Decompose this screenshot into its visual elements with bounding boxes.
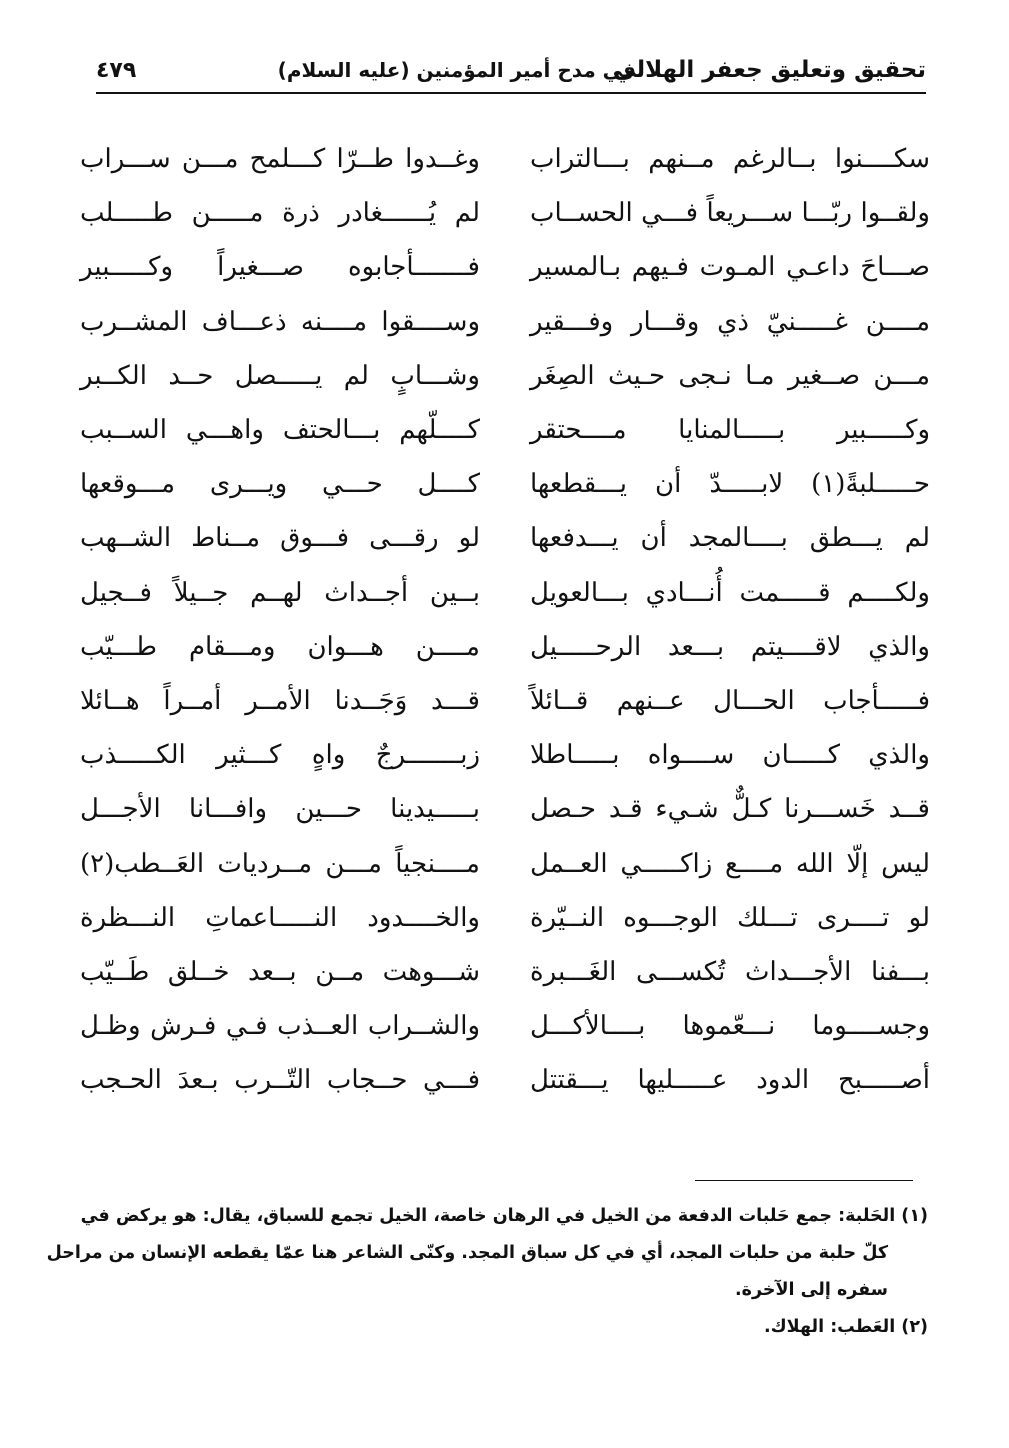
verse-first-hemistich: ليس إلّا الله مــــع زاكـــــي العــمل xyxy=(530,848,930,879)
verse-row xyxy=(80,945,930,999)
verse-row xyxy=(80,240,930,294)
verse-first-hemistich: بـــفنا الأجـــداث تُكســـى الغَـــبرة xyxy=(530,956,930,987)
verse-second-hemistich: فـــــــأجابوه صـــغيراً وكـــــبير xyxy=(80,252,480,283)
verse-first-hemistich: مـــن صــغير مـا نـجى حـيث الصِغَر xyxy=(530,360,930,391)
verse-second-hemistich: قـــد وَجَــدنا الأمــر أمــراً هــائلا xyxy=(80,685,480,716)
footnote-1-line-3: سفره إلى الآخرة. xyxy=(735,1280,888,1300)
verse-first-hemistich: وكـــــبير بـــــالمنايا مــــحتقر xyxy=(530,415,930,446)
verse-second-hemistich: زبـــــــرجٌ واهٍ كـــثير الكـــــذب xyxy=(80,740,480,771)
running-header xyxy=(96,48,926,94)
verse-row xyxy=(80,403,930,457)
footnote-1-line-1: (١) الحَلبة: جمع حَلبات الدفعة من الخيل في الرهان خاصة، الخيل تجمع للسباق، يقال: هو يركض في xyxy=(80,1206,928,1226)
verse-first-hemistich: سكــــنوا بــالرغم مــنهم بـــالتراب xyxy=(530,144,930,175)
verse-second-hemistich: لم يُــــــغادر ذرة مـــــن طـــــلب xyxy=(80,198,480,229)
footnote-1-line-2: كلّ حلبة من حلبات المجد، أي في كل سباق المجد. وكنّى الشاعر هنا عمّا يقطعه الإنسان من مراحل xyxy=(46,1243,888,1263)
verse-row xyxy=(80,349,930,403)
verse-second-hemistich: وشـــابٍ لم يـــــصل حــد الكــبر xyxy=(80,360,480,391)
verse-row xyxy=(80,186,930,240)
verse-row xyxy=(80,674,930,728)
verse-first-hemistich: مــــن غـــــنيّ ذي وقـــار وفـــقير xyxy=(530,306,930,337)
verse-second-hemistich: مــــنجياً مـــن مــرديات العَــطب(٢) xyxy=(80,848,480,879)
verse-row xyxy=(80,295,930,349)
verse-first-hemistich: حـــــلبةً(١) لابـــــدّ أن يـــقطعها xyxy=(530,469,930,500)
verse-row xyxy=(80,728,930,782)
footnote-2: (٢) العَطب: الهلاك. xyxy=(764,1317,928,1337)
verse-row xyxy=(80,511,930,565)
verse-second-hemistich: لو رقـــى فـــوق مــناط الشــهب xyxy=(80,523,480,554)
verse-second-hemistich: كــــلّهم بـــالحتف واهـــي الســبب xyxy=(80,415,480,446)
verse-second-hemistich: بــين أجــداث لهــم جــيلاً فــجيل xyxy=(80,577,480,608)
verse-row xyxy=(80,457,930,511)
verse-first-hemistich: ولقــوا ربّـــا ســـريعاً فـــي الحســاب xyxy=(530,198,930,229)
footnote-separator xyxy=(695,1180,913,1181)
verse-second-hemistich: بـــــيدينا حـــين وافـــانا الأجـــل xyxy=(80,794,480,825)
verse-first-hemistich: ولكــــم قـــــمت أُنـــادي بـــالعويل xyxy=(530,577,930,608)
verse-first-hemistich: لو تــــرى تـــلك الوجـــوه النــيّرة xyxy=(530,902,930,933)
poem-verses xyxy=(80,132,930,1107)
verse-row xyxy=(80,891,930,945)
verse-row xyxy=(80,566,930,620)
verse-first-hemistich: وجســــوما نـــعّموها بــــالأكـــل xyxy=(530,1011,930,1042)
verse-row xyxy=(80,782,930,836)
verse-first-hemistich: أصـــــبح الدود عـــــليها يـــقتتل xyxy=(530,1065,930,1096)
verse-second-hemistich: والخــــدود النـــــاعماتِ النـــظرة xyxy=(80,902,480,933)
chapter-title: في مدح أمير المؤمنين (عليه السلام) xyxy=(277,58,636,82)
verse-second-hemistich: وســــقوا مــــنه ذعـــاف المشــرب xyxy=(80,306,480,337)
verse-row xyxy=(80,999,930,1053)
verse-first-hemistich: والذي لاقــــيتم بـــعد الرحـــــيل xyxy=(530,631,930,662)
page-number: ٤٧٩ xyxy=(96,57,137,83)
verse-second-hemistich: فـــي حــجاب التّــرب بـعدَ الحـجب xyxy=(80,1065,480,1096)
verse-second-hemistich: والشــراب العــذب فـي فـرش وظـل xyxy=(80,1011,480,1042)
verse-first-hemistich: قــد خَســـرنا كـلٌّ شـيء قـد حـصل xyxy=(530,794,930,825)
book-title: تحقيق وتعليق جعفر الهلالي xyxy=(613,57,926,83)
verse-first-hemistich: فـــــأجاب الحـــال عــنهم قــائلاً xyxy=(530,685,930,716)
verse-first-hemistich: لم يـــطق بــــالمجد أن يـــدفعها xyxy=(530,523,930,554)
verse-row xyxy=(80,1053,930,1107)
verse-second-hemistich: مــــن هـــوان ومـــقام طـــيّب xyxy=(80,631,480,662)
verse-row xyxy=(80,620,930,674)
verse-first-hemistich: صـــاحَ داعـي المـوت فـيهم بـالمسير xyxy=(530,252,930,283)
footnotes xyxy=(46,1198,928,1346)
verse-second-hemistich: وغــدوا طــرّا كـــلمح مـــن ســـراب xyxy=(80,144,480,175)
verse-row xyxy=(80,132,930,186)
verse-row xyxy=(80,836,930,890)
verse-first-hemistich: والذي كـــــان ســــواه بـــــاطلا xyxy=(530,740,930,771)
verse-second-hemistich: شـــوهت مــن بــعد خــلق طَــيّب xyxy=(80,956,480,987)
verse-second-hemistich: كــــل حـــي ويـــرى مـــوقعها xyxy=(80,469,480,500)
